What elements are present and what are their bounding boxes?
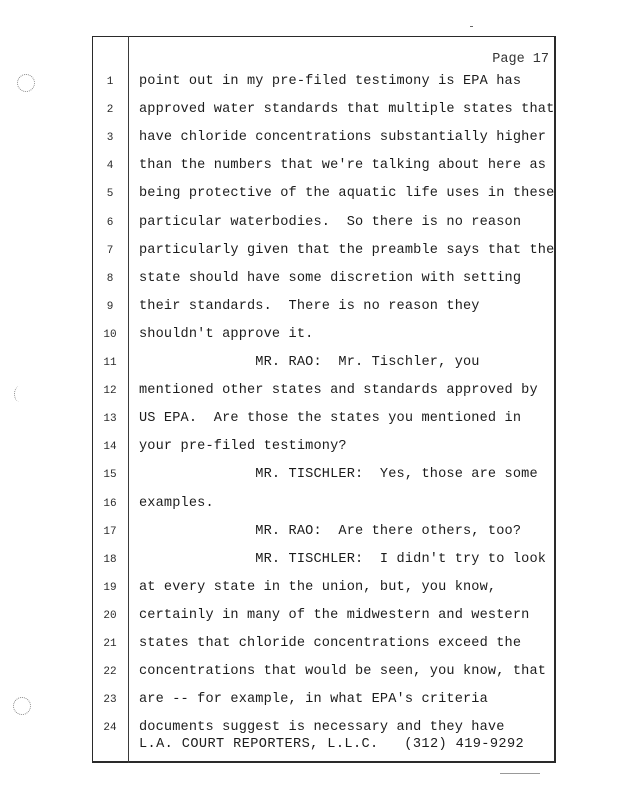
transcript-line: particular waterbodies. So there is no reason bbox=[139, 215, 522, 230]
line-number: 10 bbox=[103, 329, 117, 341]
line-number: 1 bbox=[106, 76, 114, 88]
transcript-page-frame bbox=[92, 36, 556, 763]
line-number: 22 bbox=[103, 666, 117, 678]
transcript-line: MR. RAO: Are there others, too? bbox=[139, 524, 522, 539]
line-number: 18 bbox=[103, 554, 117, 566]
transcript-line: documents suggest is necessary and they have bbox=[139, 720, 505, 735]
transcript-line: have chloride concentrations substantially higher bbox=[139, 130, 547, 145]
transcript-line: point out in my pre-filed testimony is EPA has bbox=[139, 74, 522, 89]
transcript-line: their standards. There is no reason they bbox=[139, 299, 480, 314]
line-number: 24 bbox=[103, 722, 117, 734]
scan-speck bbox=[500, 773, 540, 774]
transcript-line: mentioned other states and standards approved by bbox=[139, 383, 538, 398]
line-number: 8 bbox=[106, 273, 114, 285]
transcript-line: shouldn't approve it. bbox=[139, 327, 314, 342]
punch-hole-top bbox=[17, 74, 35, 92]
line-number-margin-rule bbox=[128, 36, 129, 763]
line-number: 12 bbox=[103, 385, 117, 397]
line-number: 16 bbox=[103, 498, 117, 510]
line-number: 11 bbox=[103, 357, 117, 369]
line-number: 15 bbox=[103, 469, 117, 481]
line-number: 14 bbox=[103, 441, 117, 453]
transcript-line: are -- for example, in what EPA's criteria bbox=[139, 692, 488, 707]
transcript-line: than the numbers that we're talking about here as bbox=[139, 158, 547, 173]
transcript-line: MR. TISCHLER: I didn't try to look bbox=[139, 552, 547, 567]
transcript-line: examples. bbox=[139, 496, 214, 511]
transcript-line: states that chloride concentrations exceed the bbox=[139, 636, 522, 651]
line-number: 6 bbox=[106, 217, 114, 229]
line-number: 21 bbox=[103, 638, 117, 650]
transcript-line: MR. TISCHLER: Yes, those are some bbox=[139, 467, 538, 482]
line-number: 23 bbox=[103, 694, 117, 706]
transcript-line: state should have some discretion with setting bbox=[139, 271, 522, 286]
line-number: 5 bbox=[106, 188, 114, 200]
transcript-line: particularly given that the preamble says that the bbox=[139, 243, 555, 258]
line-number: 20 bbox=[103, 610, 117, 622]
scan-speck bbox=[470, 26, 473, 27]
transcript-line: your pre-filed testimony? bbox=[139, 439, 347, 454]
court-reporter-footer: L.A. COURT REPORTERS, L.L.C. (312) 419-9292 bbox=[139, 737, 525, 752]
line-number: 17 bbox=[103, 526, 117, 538]
line-number: 9 bbox=[106, 301, 114, 313]
punch-hole-middle bbox=[14, 386, 25, 402]
transcript-line: certainly in many of the midwestern and western bbox=[139, 608, 530, 623]
transcript-line: being protective of the aquatic life uses in these bbox=[139, 186, 555, 201]
transcript-line: MR. RAO: Mr. Tischler, you bbox=[139, 355, 480, 370]
transcript-line: at every state in the union, but, you know, bbox=[139, 580, 497, 595]
line-number: 7 bbox=[106, 245, 114, 257]
line-number: 13 bbox=[103, 413, 117, 425]
transcript-line: concentrations that would be seen, you know, that bbox=[139, 664, 547, 679]
line-number: 2 bbox=[106, 104, 114, 116]
transcript-line: US EPA. Are those the states you mentioned in bbox=[139, 411, 522, 426]
transcript-line: approved water standards that multiple states that bbox=[139, 102, 555, 117]
line-number: 3 bbox=[106, 132, 114, 144]
line-number: 4 bbox=[106, 160, 114, 172]
punch-hole-bottom bbox=[13, 697, 31, 715]
page-number: Page 17 bbox=[492, 52, 549, 67]
line-number: 19 bbox=[103, 582, 117, 594]
